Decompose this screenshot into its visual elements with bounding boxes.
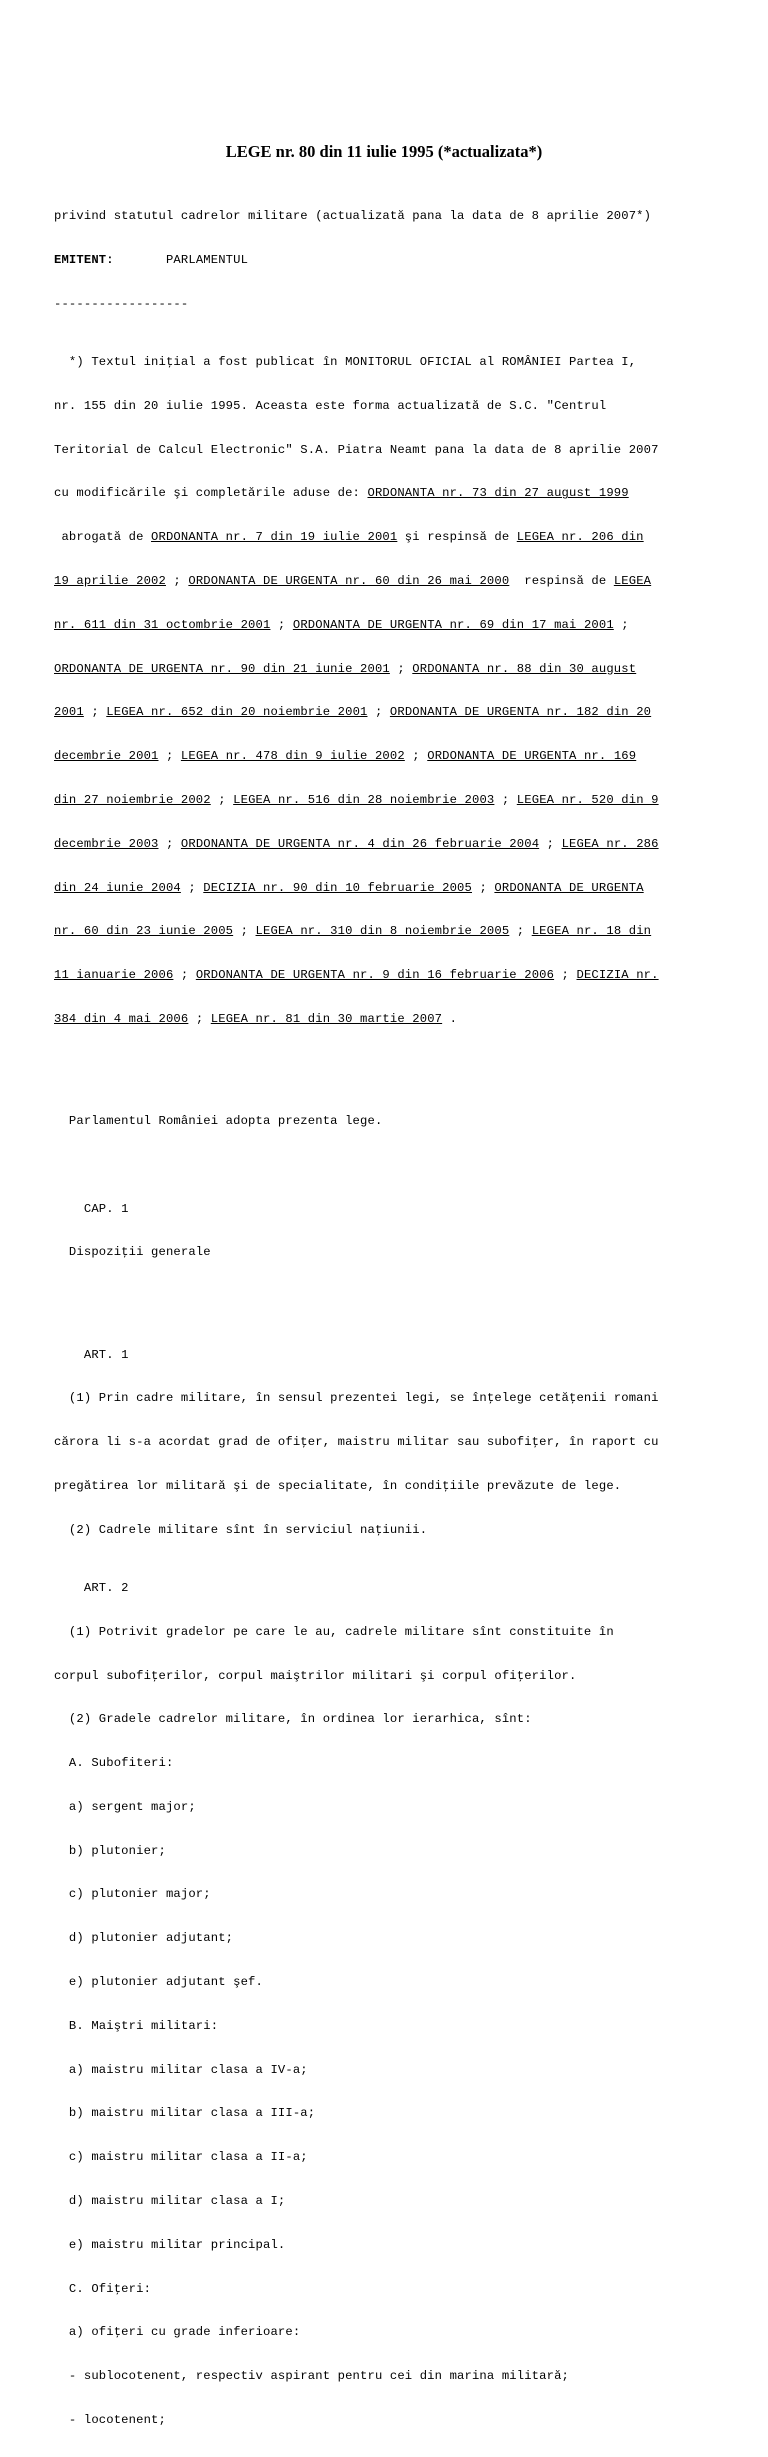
chapter-heading: CAP. 1 <box>54 1201 129 1216</box>
law-link[interactable]: nr. 611 din 31 octombrie 2001 <box>54 617 271 632</box>
law-link[interactable]: LEGEA <box>613 574 652 589</box>
list-item: b) plutonier; <box>54 1843 166 1858</box>
law-link[interactable]: ORDONANTA DE URGENTA nr. 182 din 20 <box>389 705 652 720</box>
law-link[interactable]: DECIZIA nr. <box>576 968 659 983</box>
law-link[interactable]: ORDONANTA nr. 7 din 19 iulie 2001 <box>151 530 398 545</box>
note-line: *) Textul iniţial a fost publicat în MONITORUL OFICIAL al ROMÂNIEI Partea I, <box>54 355 637 370</box>
note-line: nr. 60 din 23 iunie 2005 ; LEGEA nr. 310 din 8 noiembrie 2005 ; LEGEA nr. 18 din <box>54 924 652 939</box>
subtitle: privind statutul cadrelor militare (actualizată pana la data de 8 aprilie 2007*) <box>54 209 652 224</box>
list-item: B. Maiştri militari: <box>54 2018 219 2033</box>
note-line: nr. 155 din 20 iulie 1995. Aceasta este forma actualizată de S.C. "Centrul <box>54 398 607 413</box>
law-link[interactable]: LEGEA nr. 478 din 9 iulie 2002 <box>180 749 405 764</box>
law-link[interactable]: LEGEA nr. 310 din 8 noiembrie 2005 <box>255 924 510 939</box>
note-line: abrogată de ORDONANTA nr. 7 din 19 iulie 2001 şi respinsă de LEGEA nr. 206 din <box>54 530 644 545</box>
note-line: decembrie 2003 ; ORDONANTA DE URGENTA nr. 4 din 26 februarie 2004 ; LEGEA nr. 286 <box>54 836 659 851</box>
spacer <box>54 1289 764 1304</box>
article-line: (2) Cadrele militare sînt în serviciul naţiunii. <box>54 1522 428 1537</box>
law-link[interactable]: LEGEA nr. 206 din <box>516 530 644 545</box>
law-link[interactable]: ORDONANTA DE URGENTA nr. 69 din 17 mai 2001 <box>292 617 614 632</box>
law-link[interactable]: 384 din 4 mai 2006 <box>54 1011 189 1026</box>
document-body <box>54 180 764 2457</box>
note-line: Teritorial de Calcul Electronic" S.A. Piatra Neamt pana la data de 8 aprilie 2007 <box>54 442 659 457</box>
note-line: din 24 iunie 2004 ; DECIZIA nr. 90 din 10 februarie 2005 ; ORDONANTA DE URGENTA <box>54 880 644 895</box>
note-line: decembrie 2001 ; LEGEA nr. 478 din 9 iulie 2002 ; ORDONANTA DE URGENTA nr. 169 <box>54 749 637 764</box>
law-link[interactable]: LEGEA nr. 286 <box>561 836 659 851</box>
list-item: c) maistru militar clasa a II-a; <box>54 2150 308 2165</box>
document-title: LEGE nr. 80 din 11 iulie 1995 (*actualizata*) <box>225 142 543 161</box>
law-link[interactable]: ORDONANTA DE URGENTA nr. 4 din 26 februarie 2004 <box>180 836 540 851</box>
law-link[interactable]: ORDONANTA nr. 88 din 30 august <box>412 661 637 676</box>
note-line: ORDONANTA DE URGENTA nr. 90 din 21 iunie 2001 ; ORDONANTA nr. 88 din 30 august <box>54 661 637 676</box>
list-item: a) ofiţeri cu grade inferioare: <box>54 2325 301 2340</box>
separator-rule: ------------------ <box>54 296 189 311</box>
article-heading: ART. 1 <box>54 1347 129 1362</box>
law-link[interactable]: ORDONANTA nr. 73 din 27 august 1999 <box>367 486 629 501</box>
list-item: d) maistru militar clasa a I; <box>54 2193 286 2208</box>
article-line: (2) Gradele cadrelor militare, în ordinea lor ierarhica, sînt: <box>54 1712 532 1727</box>
adoption-statement: Parlamentul României adopta prezenta lege. <box>54 1114 383 1128</box>
law-link[interactable]: ORDONANTA DE URGENTA <box>494 880 644 895</box>
article-line: cărora li s-a acordat grad de ofiţer, maistru militar sau subofiţer, în raport cu <box>54 1435 659 1450</box>
list-item: - locotenent; <box>54 2412 166 2427</box>
law-link[interactable]: 19 aprilie 2002 <box>54 574 166 589</box>
law-link[interactable]: ORDONANTA DE URGENTA nr. 169 <box>427 749 637 764</box>
law-link[interactable]: 11 ianuarie 2006 <box>54 968 174 983</box>
spacer <box>54 1070 764 1085</box>
spacer <box>54 1158 764 1173</box>
note-line: cu modificările şi completările aduse de: ORDONANTA nr. 73 din 27 august 1999 <box>54 486 629 501</box>
list-item: c) plutonier major; <box>54 1887 211 1902</box>
law-link[interactable]: din 27 noiembrie 2002 <box>54 792 211 807</box>
law-link[interactable]: din 24 iunie 2004 <box>54 880 181 895</box>
law-link[interactable]: 2001 <box>54 705 84 720</box>
law-link[interactable]: LEGEA nr. 81 din 30 martie 2007 <box>210 1011 443 1026</box>
list-item: C. Ofiţeri: <box>54 2281 152 2296</box>
law-link[interactable]: LEGEA nr. 516 din 28 noiembrie 2003 <box>233 792 495 807</box>
note-line: nr. 611 din 31 octombrie 2001 ; ORDONANTA DE URGENTA nr. 69 din 17 mai 2001 ; <box>54 617 629 632</box>
note-line: 11 ianuarie 2006 ; ORDONANTA DE URGENTA nr. 9 din 16 februarie 2006 ; DECIZIA nr. <box>54 968 659 983</box>
list-item: a) sergent major; <box>54 1799 196 1814</box>
law-link[interactable]: nr. 60 din 23 iunie 2005 <box>54 924 234 939</box>
law-link[interactable]: DECIZIA nr. 90 din 10 februarie 2005 <box>203 880 472 895</box>
list-item: A. Subofiteri: <box>54 1756 174 1771</box>
note-line: 384 din 4 mai 2006 ; LEGEA nr. 81 din 30 martie 2007 . <box>54 1011 458 1026</box>
list-item: d) plutonier adjutant; <box>54 1931 234 1946</box>
emitent-value: PARLAMENTUL <box>165 252 249 267</box>
law-link[interactable]: LEGEA nr. 652 din 20 noiembrie 2001 <box>106 705 368 720</box>
note-line: din 27 noiembrie 2002 ; LEGEA nr. 516 din 28 noiembrie 2003 ; LEGEA nr. 520 din 9 <box>54 792 659 807</box>
emitent-line <box>54 253 764 268</box>
law-link[interactable]: decembrie 2003 <box>54 836 159 851</box>
chapter-name: Dispoziţii generale <box>54 1245 211 1260</box>
article-line: (1) Potrivit gradelor pe care le au, cadrele militare sînt constituite în <box>54 1624 614 1639</box>
law-link[interactable]: LEGEA nr. 520 din 9 <box>516 792 659 807</box>
note-line: 19 aprilie 2002 ; ORDONANTA DE URGENTA nr. 60 din 26 mai 2000 respinsă de LEGEA <box>54 574 652 589</box>
emitent-label: EMITENT: <box>54 252 114 267</box>
law-link[interactable]: LEGEA nr. 18 din <box>531 924 652 939</box>
law-link[interactable]: ORDONANTA DE URGENTA nr. 9 din 16 februarie 2006 <box>195 968 555 983</box>
list-item: a) maistru militar clasa a IV-a; <box>54 2062 308 2077</box>
law-link[interactable]: ORDONANTA DE URGENTA nr. 60 din 26 mai 2000 <box>188 574 510 589</box>
list-item: e) plutonier adjutant şef. <box>54 1975 263 1990</box>
article-line: (1) Prin cadre militare, în sensul prezentei legi, se înţelege cetăţenii romani <box>54 1391 659 1406</box>
article-line: corpul subofiţerilor, corpul maiştrilor militari şi corpul ofiţerilor. <box>54 1668 577 1683</box>
list-item: - sublocotenent, respectiv aspirant pentru cei din marina militară; <box>54 2369 569 2384</box>
article-line: pregătirea lor militară şi de specialitate, în condiţiile prevăzute de lege. <box>54 1478 622 1493</box>
list-item: b) maistru militar clasa a III-a; <box>54 2106 316 2121</box>
article-heading: ART. 2 <box>54 1581 129 1595</box>
law-link[interactable]: ORDONANTA DE URGENTA nr. 90 din 21 iunie 2001 <box>54 661 390 676</box>
note-line: 2001 ; LEGEA nr. 652 din 20 noiembrie 2001 ; ORDONANTA DE URGENTA nr. 182 din 20 <box>54 705 652 720</box>
law-link[interactable]: decembrie 2001 <box>54 749 159 764</box>
list-item: e) maistru militar principal. <box>54 2237 286 2252</box>
